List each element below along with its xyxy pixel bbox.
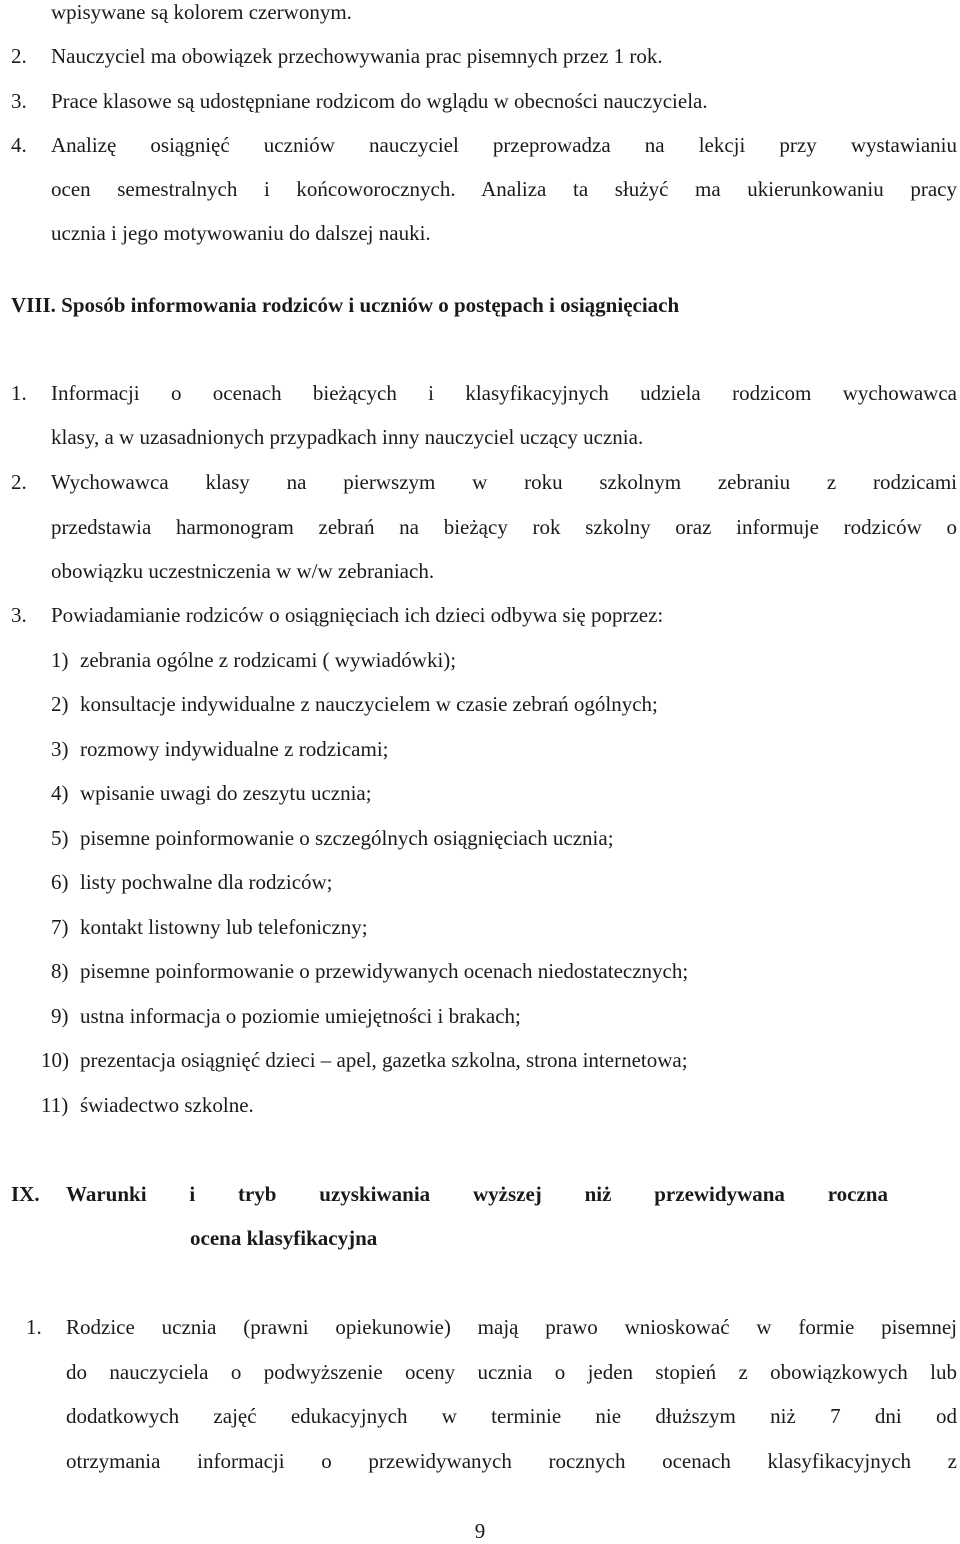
sublist-number: 11) — [41, 1093, 69, 1117]
sublist-item: zebrania ogólne z rodzicami ( wywiadówki); — [80, 648, 457, 672]
sublist-number: 6) — [51, 870, 69, 894]
text-line: ucznia i jego motywowaniu do dalszej nauki. — [51, 221, 431, 245]
text-line: Powiadamianie rodziców o osiągnięciach ich dzieci odbywa się poprzez: — [51, 603, 664, 627]
list-number: 4. — [11, 133, 27, 157]
text-line: Wychowawca klasy na pierwszym w roku szkolnym zebraniu z rodzicami — [51, 470, 957, 494]
text-line: Analizę osiągnięć uczniów nauczyciel przeprowadza na lekcji przy wystawianiu — [51, 133, 957, 157]
sublist-item: ustna informacja o poziomie umiejętności i brakach; — [80, 1004, 521, 1028]
sublist-item: kontakt listowny lub telefoniczny; — [80, 915, 368, 939]
text-line: do nauczyciela o podwyższenie oceny ucznia o jeden stopień z obowiązkowych lub — [66, 1360, 957, 1384]
sublist-item: pisemne poinformowanie o szczególnych osiągnięciach ucznia; — [80, 826, 614, 850]
list-number: 2. — [11, 470, 27, 494]
text-line: wpisywane są kolorem czerwonym. — [51, 0, 352, 24]
sublist-number: 2) — [51, 692, 69, 716]
sublist-item: rozmowy indywidualne z rodzicami; — [80, 737, 389, 761]
section-number: IX. — [11, 1182, 40, 1206]
sublist-number: 9) — [51, 1004, 69, 1028]
sublist-item: pisemne poinformowanie o przewidywanych ocenach niedostatecznych; — [80, 959, 689, 983]
sublist-number: 7) — [51, 915, 69, 939]
text-line: klasy, a w uzasadnionych przypadkach inny nauczyciel uczący ucznia. — [51, 425, 644, 449]
text-line: ocen semestralnych i końcoworocznych. Analiza ta służyć ma ukierunkowaniu pracy — [51, 177, 957, 201]
text-line: otrzymania informacji o przewidywanych rocznych ocenach klasyfikacyjnych z — [66, 1449, 957, 1473]
sublist-number: 4) — [51, 781, 69, 805]
sublist-item: świadectwo szkolne. — [80, 1093, 254, 1117]
text-line: obowiązku uczestniczenia w w/w zebraniach. — [51, 559, 435, 583]
list-number: 2. — [11, 44, 27, 68]
section-heading: VIII. Sposób informowania rodziców i uczniów o postępach i osiągnięciach — [11, 293, 680, 317]
text-line: dodatkowych zajęć edukacyjnych w terminie nie dłuższym niż 7 dni od — [66, 1404, 957, 1428]
sublist-number: 8) — [51, 959, 69, 983]
section-heading-continued: ocena klasyfikacyjna — [190, 1226, 378, 1250]
list-number: 3. — [11, 603, 27, 627]
list-number: 1. — [11, 381, 27, 405]
sublist-number: 10) — [41, 1048, 69, 1072]
sublist-number: 5) — [51, 826, 69, 850]
text-line: Rodzice ucznia (prawni opiekunowie) mają prawo wnioskować w formie pisemnej — [66, 1315, 957, 1339]
sublist-item: wpisanie uwagi do zeszytu ucznia; — [80, 781, 372, 805]
text-line: Nauczyciel ma obowiązek przechowywania prac pisemnych przez 1 rok. — [51, 44, 663, 68]
sublist-item: prezentacja osiągnięć dzieci – apel, gazetka szkolna, strona internetowa; — [80, 1048, 688, 1072]
sublist-item: listy pochwalne dla rodziców; — [80, 870, 333, 894]
text-line: przedstawia harmonogram zebrań na bieżący rok szkolny oraz informuje rodziców o — [51, 515, 957, 539]
text-line: Prace klasowe są udostępniane rodzicom do wglądu w obecności nauczyciela. — [51, 89, 708, 113]
section-heading: Warunki i tryb uzyskiwania wyższej niż przewidywana roczna — [66, 1182, 888, 1206]
list-number: 3. — [11, 89, 27, 113]
sublist-item: konsultacje indywidualne z nauczycielem w czasie zebrań ogólnych; — [80, 692, 658, 716]
list-number: 1. — [26, 1315, 42, 1339]
sublist-number: 1) — [51, 648, 69, 672]
sublist-number: 3) — [51, 737, 69, 761]
page-number: 9 — [474, 1519, 486, 1543]
text-line: Informacji o ocenach bieżących i klasyfikacyjnych udziela rodzicom wychowawca — [51, 381, 957, 405]
